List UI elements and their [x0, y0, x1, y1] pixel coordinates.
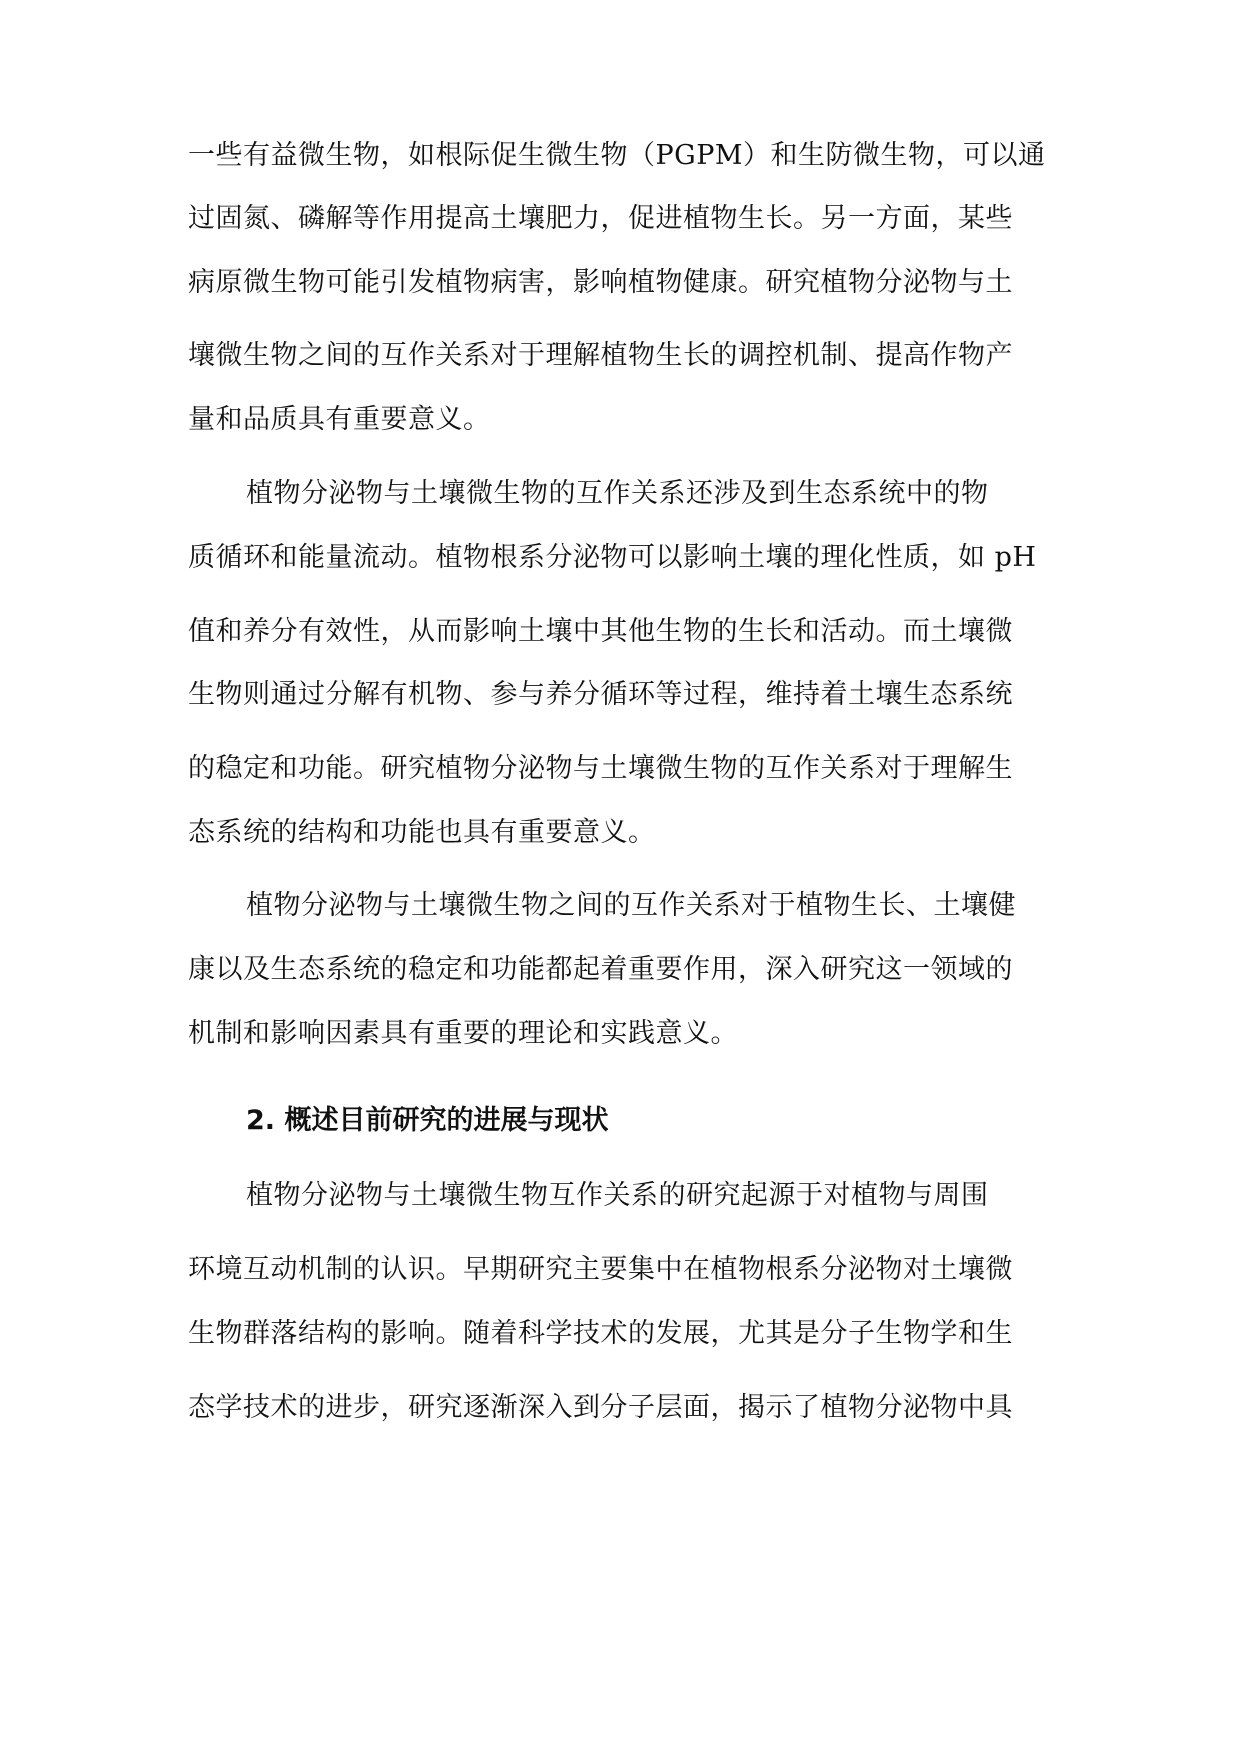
paragraph-4-line-1: 植物分泌物与土壤微生物互作关系的研究起源于对植物与周围 — [246, 1180, 989, 1211]
paragraph-3-line-1: 植物分泌物与土壤微生物之间的互作关系对于植物生长、土壤健 — [246, 890, 1016, 921]
paragraph-1-line-5: 量和品质具有重要意义。 — [188, 404, 491, 435]
paragraph-2-line-4: 生物则通过分解有机物、参与养分循环等过程，维持着土壤生态系统 — [188, 679, 1013, 710]
paragraph-4-line-2: 环境互动机制的认识。早期研究主要集中在植物根系分泌物对土壤微 — [188, 1254, 1013, 1285]
section-heading: 2. 概述目前研究的进展与现状 — [246, 1105, 609, 1136]
paragraph-2-line-5: 的稳定和功能。研究植物分泌物与土壤微生物的互作关系对于理解生 — [188, 753, 1013, 784]
paragraph-2-line-2: 质循环和能量流动。植物根系分泌物可以影响土壤的理化性质，如 pH — [188, 542, 1037, 573]
paragraph-2-line-1: 植物分泌物与土壤微生物的互作关系还涉及到生态系统中的物 — [246, 478, 989, 509]
paragraph-2-line-3: 值和养分有效性，从而影响土壤中其他生物的生长和活动。而土壤微 — [188, 616, 1013, 647]
paragraph-3-line-3: 机制和影响因素具有重要的理论和实践意义。 — [188, 1018, 738, 1049]
paragraph-3-line-2: 康以及生态系统的稳定和功能都起着重要作用，深入研究这一领域的 — [188, 954, 1013, 985]
paragraph-2-line-6: 态系统的结构和功能也具有重要意义。 — [188, 817, 656, 848]
paragraph-1-line-1: 一些有益微生物，如根际促生微生物（PGPM）和生防微生物，可以通 — [188, 140, 1046, 171]
paragraph-1-line-4: 壤微生物之间的互作关系对于理解植物生长的调控机制、提高作物产 — [188, 340, 1013, 371]
paragraph-1-line-2: 过固氮、磷解等作用提高土壤肥力，促进植物生长。另一方面，某些 — [188, 203, 1013, 234]
paragraph-4-line-3: 生物群落结构的影响。随着科学技术的发展，尤其是分子生物学和生 — [188, 1318, 1013, 1349]
paragraph-4-line-4: 态学技术的进步，研究逐渐深入到分子层面，揭示了植物分泌物中具 — [188, 1392, 1013, 1423]
paragraph-1-line-3: 病原微生物可能引发植物病害，影响植物健康。研究植物分泌物与土 — [188, 267, 1013, 298]
